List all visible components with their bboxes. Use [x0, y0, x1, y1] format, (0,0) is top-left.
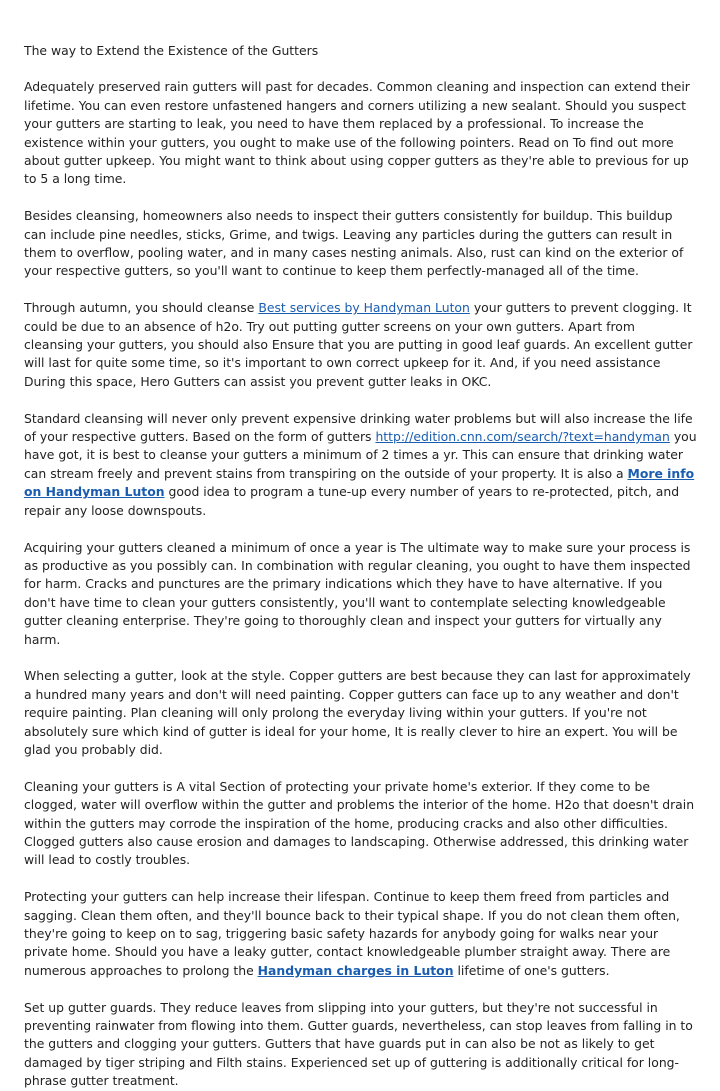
link-more-info-handyman-luton[interactable]: More info on Handyman Luton: [24, 465, 695, 500]
paragraph-8-text-before: Protecting your gutters can help increase their lifespan. Continue to keep them freed from particles and sagging. Clean them often, and they'll bounce back to their typical shape. If you do not clean them often, they're going to keep on to sag, triggering basic safety hazards for anybody going for walks near your private home. Should you have a leaky gutter, contact knowledgeable plumber straight away. There are numerous approaches to prolong the: [24, 889, 680, 978]
document-title: The way to Extend the Existence of the Gutters: [24, 43, 319, 58]
paragraph-3-text-after: your gutters to prevent clogging. It could be due to an absence of h2o. Try out putting gutter screens on your own gutters. Apart from cleansing your gutters, you should also Ensure that you are putting in good leaf guards. An excellent gutter will last for quite some time, so it's important to own correct upkeep for it. And, if you need assistance During this space, Hero Gutters can assist you prevent gutter leaks in OKC.: [24, 300, 693, 389]
paragraph-3: [24, 299, 697, 391]
paragraph-5: Acquiring your gutters cleaned a minimum of once a year is The ultimate way to make sure your process is as productive as you possibly can. In combination with regular cleaning, you ought to have them inspected for harm. Cracks and punctures are the primary indications which they have to have alternative. If you don't have time to clean your gutters consistently, you'll want to contemplate selecting knowledgeable gutter cleaning enterprise. They're going to thoroughly clean and inspect your gutters for virtually any harm.: [24, 539, 691, 647]
paragraph-4-text-after: good idea to program a tune-up every number of years to re-protected, pitch, and repair any loose downspouts.: [24, 484, 680, 518]
link-best-services-handyman-luton[interactable]: Best services by Handyman Luton: [258, 300, 470, 316]
paragraph-4: [24, 410, 697, 520]
paragraph-3-text-before: Through autumn, you should cleanse: [24, 300, 259, 316]
paragraph-6: When selecting a gutter, look at the style. Copper gutters are best because they can last for approximately a hundred many years and don't will need painting. Copper gutters can face up to any weather and don't require painting. Plan cleaning will only prolong the everyday living within your gutters. If you're not absolutely sure which kind of gutter is ideal for your home, It is really clever to hire an expert. You will be glad you probably did.: [24, 668, 691, 757]
paragraph-1: Adequately preserved rain gutters will past for decades. Common cleaning and inspection can extend their lifetime. You can even restore unfastened hangers and corners utilizing a new sealant. Should you suspect your gutters are starting to leak, you need to have them replaced by a professional. To increase the existence within your gutters, you ought to make use of the following pointers. Read on To find out more about gutter upkeep. You might want to think about using copper gutters as they're able to previous for up to 5 a long time.: [24, 79, 690, 187]
paragraph-4-text-before: Standard cleansing will never only prevent expensive drinking water problems but will also increase the life of your respective gutters. Based on the form of gutters: [24, 410, 693, 445]
paragraph-4-text-middle: you have got, it is best to cleanse your gutters a minimum of 2 times a yr. This can ensure that drinking water can stream freely and prevent stains from transpiring on the outside of your property. It is also a: [24, 429, 697, 481]
link-handyman-charges-luton[interactable]: Handyman charges in Luton: [257, 962, 454, 978]
link-cnn-search-handyman[interactable]: http://edition.cnn.com/search/?text=handyman: [375, 429, 670, 445]
paragraph-7: Cleaning your gutters is A vital Section of protecting your private home's exterior. If they come to be clogged, water will overflow within the gutter and problems the interior of the home. H2o that doesn't drain within the gutters may corrode the inspiration of the home, producing cracks and also other difficulties. Clogged gutters also cause erosion and damages to landscaping. Otherwise addressed, this drinking water will lead to costly troubles.: [24, 778, 695, 868]
paragraph-8: [24, 888, 697, 980]
paragraph-8-text-after: lifetime of one's gutters.: [453, 962, 610, 978]
paragraph-9: Set up gutter guards. They reduce leaves from slipping into your gutters, but they're not successful in preventing rainwater from flowing into them. Gutter guards, nevertheless, can stop leaves from falling in to the gutters and clogging your gutters. Gutters that have guards put in can also be not as likely to get damaged by tiger striping and Filth stains. Experienced set up of guttering is additionally critical for long-phrase gutter treatment.: [24, 999, 693, 1089]
paragraph-2: Besides cleansing, homeowners also needs to inspect their gutters consistently for buildup. This buildup can include pine needles, sticks, Grime, and twigs. Leaving any particles during the gutters can result in them to overflow, pooling water, and in many cases nesting animals. Also, rust can kind on the exterior of your respective gutters, so you'll want to continue to keep them perfectly-managed all of the time.: [24, 208, 684, 279]
